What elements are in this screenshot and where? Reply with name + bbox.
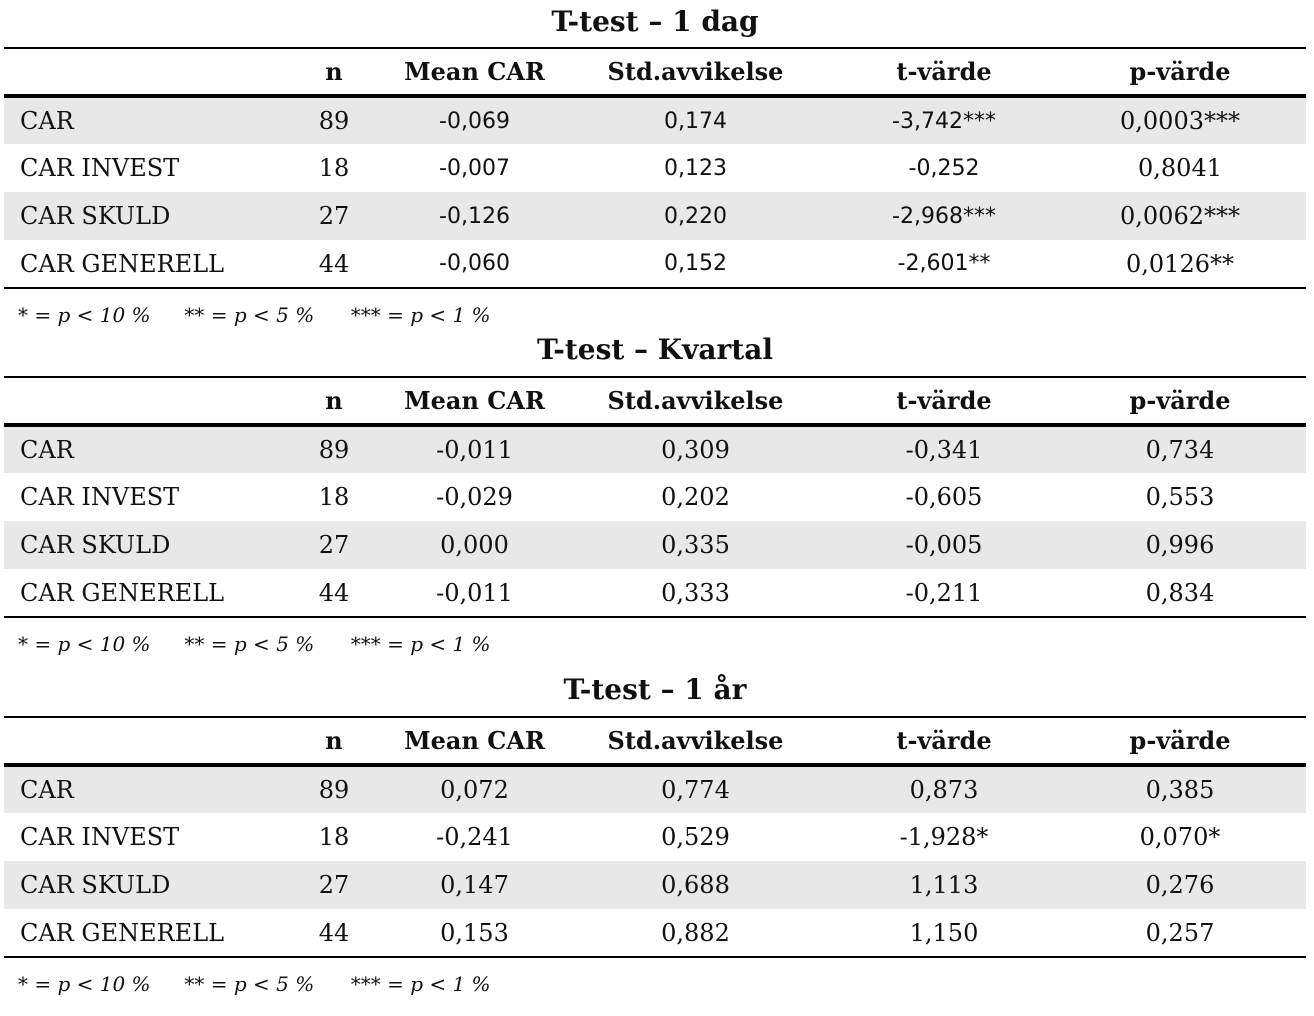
table-row (4, 473, 1306, 521)
header-label (4, 48, 276, 96)
cell-n: 44 (318, 578, 350, 607)
cell-mean: -0,029 (436, 483, 513, 511)
note-5pct: ** = p < 5 % (184, 972, 315, 996)
cell-t: -1,928* (899, 823, 989, 851)
row-label: CAR INVEST (20, 823, 180, 851)
cell-mean: 0,072 (440, 776, 509, 804)
header-p-value: p-värde (1129, 726, 1231, 755)
header-std: Std.avvikelse (607, 57, 784, 86)
header-std: Std.avvikelse (607, 386, 784, 415)
cell-std: 0,882 (661, 918, 730, 947)
row-label: CAR GENERELL (20, 578, 225, 607)
cell-p: 0,0126** (1126, 249, 1234, 278)
cell-p: 0,0003*** (1120, 107, 1240, 135)
note-1pct: *** = p < 1 % (350, 303, 491, 327)
note-5pct: ** = p < 5 % (184, 632, 315, 656)
cell-t: -0,211 (905, 578, 983, 607)
row-label: CAR GENERELL (20, 918, 225, 947)
cell-n: 44 (318, 918, 350, 947)
row-label: CAR (20, 436, 74, 464)
header-row (4, 48, 1306, 96)
cell-n: 27 (318, 202, 350, 230)
row-label: CAR (20, 107, 74, 135)
table-title: T-test – Kvartal (537, 333, 773, 366)
cell-p: 0,834 (1145, 578, 1215, 607)
table-row (4, 521, 1306, 569)
cell-n: 89 (318, 776, 350, 804)
table-row (4, 96, 1306, 144)
cell-p: 0,734 (1145, 436, 1215, 464)
row-label: CAR GENERELL (20, 249, 225, 278)
cell-p: 0,0062*** (1120, 202, 1240, 230)
cell-p: 0,257 (1145, 918, 1215, 947)
cell-n: 89 (318, 107, 350, 135)
cell-std: 0,152 (664, 251, 727, 276)
header-p-value: p-värde (1129, 386, 1231, 415)
cell-n: 18 (318, 823, 350, 851)
row-label: CAR INVEST (20, 483, 180, 511)
row-label: CAR INVEST (20, 154, 180, 182)
cell-p: 0,070* (1139, 823, 1221, 851)
cell-mean: -0,060 (439, 251, 510, 276)
cell-std: 0,335 (661, 531, 730, 559)
cell-mean: -0,011 (436, 578, 513, 607)
table-row (4, 813, 1306, 861)
note-10pct: * = p < 10 % (18, 303, 151, 327)
cell-t: 0,873 (909, 776, 979, 804)
cell-n: 44 (318, 249, 350, 278)
header-row (4, 717, 1306, 765)
cell-n: 18 (318, 483, 350, 511)
ttest-table (4, 716, 1306, 958)
cell-mean: -0,241 (436, 823, 513, 851)
note-1pct: *** = p < 1 % (350, 632, 491, 656)
row-label: CAR SKULD (20, 202, 171, 230)
header-n: n (325, 57, 343, 86)
cell-n: 18 (318, 154, 350, 182)
note-5pct: ** = p < 5 % (184, 303, 315, 327)
significance-note (18, 972, 491, 996)
cell-std: 0,529 (661, 823, 730, 851)
cell-mean: 0,153 (440, 918, 509, 947)
cell-t: -2,601** (897, 251, 991, 276)
header-t-value: t-värde (896, 57, 992, 86)
table-title: T-test – 1 år (563, 673, 747, 706)
cell-mean: -0,007 (439, 155, 510, 181)
cell-std: 0,174 (664, 108, 727, 134)
header-mean-car: Mean CAR (404, 726, 545, 755)
cell-t: 1,113 (909, 871, 979, 899)
cell-std: 0,333 (661, 578, 730, 607)
header-mean-car: Mean CAR (404, 386, 545, 415)
cell-n: 89 (318, 436, 350, 464)
row-label: CAR (20, 776, 74, 804)
header-std: Std.avvikelse (607, 726, 784, 755)
cell-p: 0,553 (1145, 483, 1215, 511)
cell-std: 0,220 (664, 203, 727, 229)
cell-p: 0,8041 (1138, 154, 1222, 182)
cell-mean: -0,126 (439, 203, 510, 229)
cell-std: 0,774 (661, 776, 730, 804)
table-row (4, 569, 1306, 617)
cell-t: -2,968*** (892, 203, 996, 229)
cell-t: 1,150 (909, 918, 979, 947)
header-row (4, 377, 1306, 425)
table-row (4, 765, 1306, 813)
cell-p: 0,276 (1145, 871, 1215, 899)
cell-std: 0,309 (661, 436, 730, 464)
table-title: T-test – 1 dag (551, 5, 759, 38)
cell-std: 0,123 (664, 155, 727, 181)
table-row (4, 144, 1306, 192)
cell-mean: 0,000 (440, 531, 509, 559)
header-t-value: t-värde (896, 386, 992, 415)
header-mean-car: Mean CAR (404, 57, 545, 86)
header-n: n (325, 726, 343, 755)
note-10pct: * = p < 10 % (18, 972, 151, 996)
row-label: CAR SKULD (20, 531, 171, 559)
cell-mean: -0,011 (436, 436, 513, 464)
header-t-value: t-värde (896, 726, 992, 755)
table-row (4, 240, 1306, 288)
cell-n: 27 (318, 531, 350, 559)
cell-n: 27 (318, 871, 350, 899)
cell-mean: 0,147 (440, 871, 509, 899)
note-1pct: *** = p < 1 % (350, 972, 491, 996)
cell-t: -0,341 (905, 436, 983, 464)
row-label: CAR SKULD (20, 871, 171, 899)
cell-t: -3,742*** (892, 108, 996, 134)
cell-t: -0,252 (908, 155, 980, 181)
header-p-value: p-värde (1129, 57, 1231, 86)
header-label (4, 717, 276, 765)
header-n: n (325, 386, 343, 415)
cell-std: 0,688 (661, 871, 730, 899)
table-row (4, 861, 1306, 909)
significance-note (18, 303, 491, 327)
table-row (4, 425, 1306, 473)
ttest-table (4, 376, 1306, 618)
table-row (4, 192, 1306, 240)
header-label (4, 377, 276, 425)
cell-p: 0,996 (1145, 531, 1215, 559)
note-10pct: * = p < 10 % (18, 632, 151, 656)
cell-mean: -0,069 (439, 108, 510, 134)
cell-t: -0,605 (905, 483, 983, 511)
cell-std: 0,202 (661, 483, 730, 511)
cell-t: -0,005 (905, 531, 983, 559)
significance-note (18, 632, 491, 656)
table-row (4, 909, 1306, 957)
ttest-table (4, 47, 1306, 289)
cell-p: 0,385 (1145, 776, 1215, 804)
